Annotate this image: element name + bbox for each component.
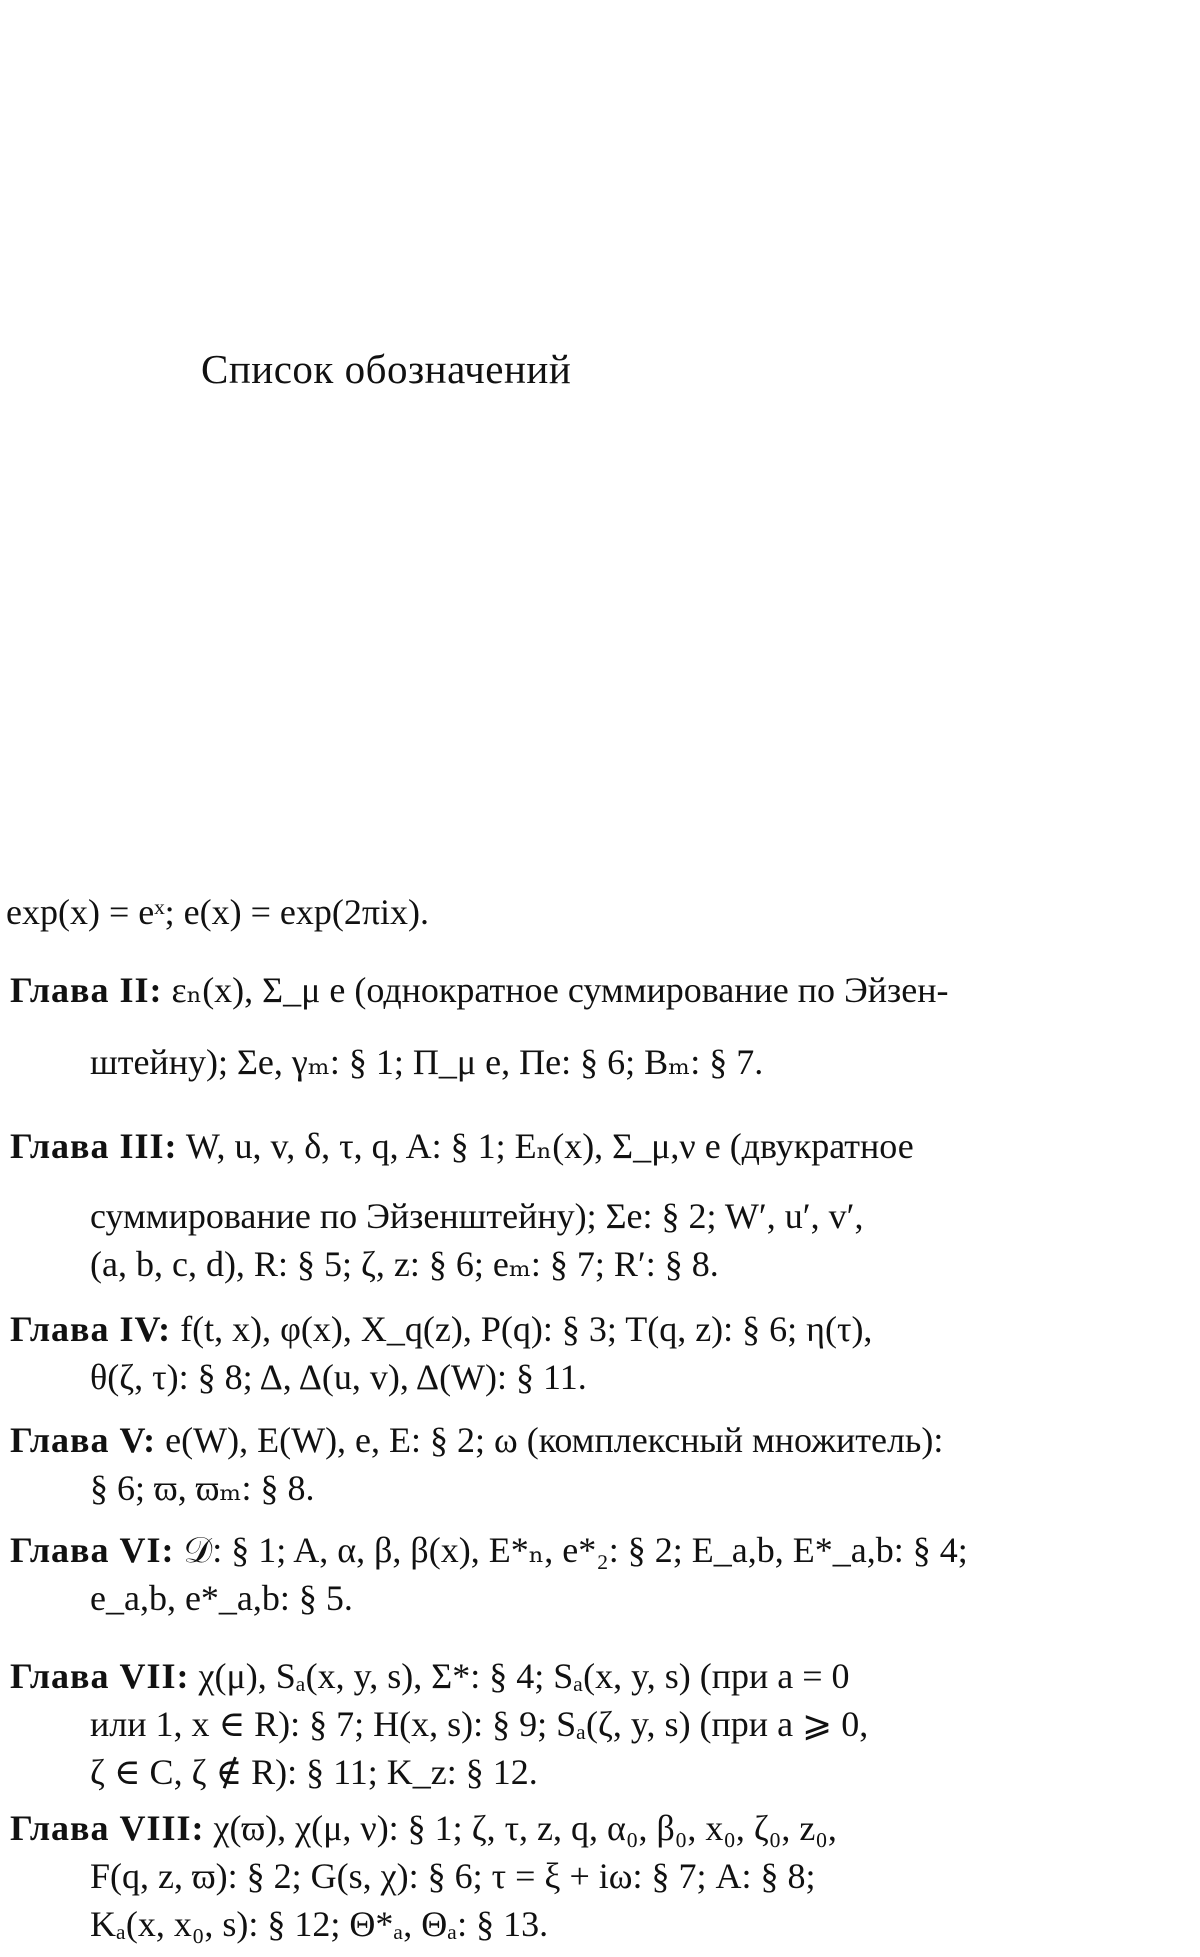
entry-text: ζ ∈ C, ζ ∉ R): § 11; K_z: § 12. xyxy=(90,1752,538,1792)
chapter-heading: Глава VIII: xyxy=(10,1808,205,1848)
chapter-entry xyxy=(10,1804,1190,1948)
entry-text: (a, b, c, d), R: § 5; ζ, z: § 6; eₘ: § 7; R′: § 8. xyxy=(90,1244,719,1284)
entry-text: суммирование по Эйзенштейну); Σe: § 2; W′, u′, v′, xyxy=(90,1196,864,1236)
chapter-heading: Глава IV: xyxy=(10,1309,172,1349)
chapter-heading: Глава VI: xyxy=(10,1530,175,1570)
entry-text: штейну); Σe, γₘ: § 1; Π_μ e, Πe: § 6; Bₘ: § 7. xyxy=(90,1042,764,1082)
chapter-heading: Глава II: xyxy=(10,970,163,1010)
chapter-heading: Глава III: xyxy=(10,1126,178,1166)
entry-text: e_a,b, e*_a,b: § 5. xyxy=(90,1578,353,1618)
entry-text: § 6; ϖ, ϖₘ: § 8. xyxy=(90,1468,315,1508)
chapter-heading: Глава V: xyxy=(10,1420,157,1460)
entry-text: εₙ(x), Σ_μ e (однократное суммирование по Эйзен- xyxy=(171,970,949,1010)
entry-text: или 1, x ∈ R): § 7; H(x, s): § 9; Sₐ(ζ, y, s) (при a ⩾ 0, xyxy=(90,1704,869,1744)
chapter-heading: Глава VII: xyxy=(10,1656,190,1696)
intro-text: exp(x) = eˣ; e(x) = exp(2πix). xyxy=(6,892,430,932)
entry-text: χ(ϖ), χ(μ, ν): § 1; ζ, τ, z, q, α₀, β₀, x₀, ζ₀, z₀, xyxy=(213,1808,837,1848)
page-title: Список обозначений xyxy=(201,346,572,392)
chapter-entry xyxy=(10,1416,1190,1512)
chapter-entry xyxy=(10,1122,1190,1288)
entry-text: W, u, v, δ, τ, q, A: § 1; Eₙ(x), Σ_μ,ν e (двукратное xyxy=(185,1126,914,1166)
entry-text: 𝒟: § 1; A, α, β, β(x), E*ₙ, e*₂: § 2; E_a,b, E*_a,b: § 4; xyxy=(183,1530,968,1570)
intro-formula xyxy=(6,888,429,936)
chapter-entry xyxy=(10,1305,1190,1401)
entry-text: Kₐ(x, x₀, s): § 12; Θ*ₐ, Θₐ: § 13. xyxy=(90,1904,549,1944)
chapter-entry xyxy=(10,1652,1190,1796)
chapter-entry xyxy=(10,1526,1190,1622)
entry-text: θ(ζ, τ): § 8; Δ, Δ(u, v), Δ(W): § 11. xyxy=(90,1357,587,1397)
entry-text: e(W), E(W), e, E: § 2; ω (комплексный множитель): xyxy=(165,1420,944,1460)
entry-text: χ(μ), Sₐ(x, y, s), Σ*: § 4; Sₐ(x, y, s) (при a = 0 xyxy=(198,1656,850,1696)
entry-text: f(t, x), φ(x), X_q(z), P(q): § 3; T(q, z): § 6; η(τ), xyxy=(180,1309,873,1349)
entry-text: F(q, z, ϖ): § 2; G(s, χ): § 6; τ = ξ + iω: § 7; A: § 8; xyxy=(90,1856,816,1896)
chapter-entry xyxy=(10,966,1190,1086)
